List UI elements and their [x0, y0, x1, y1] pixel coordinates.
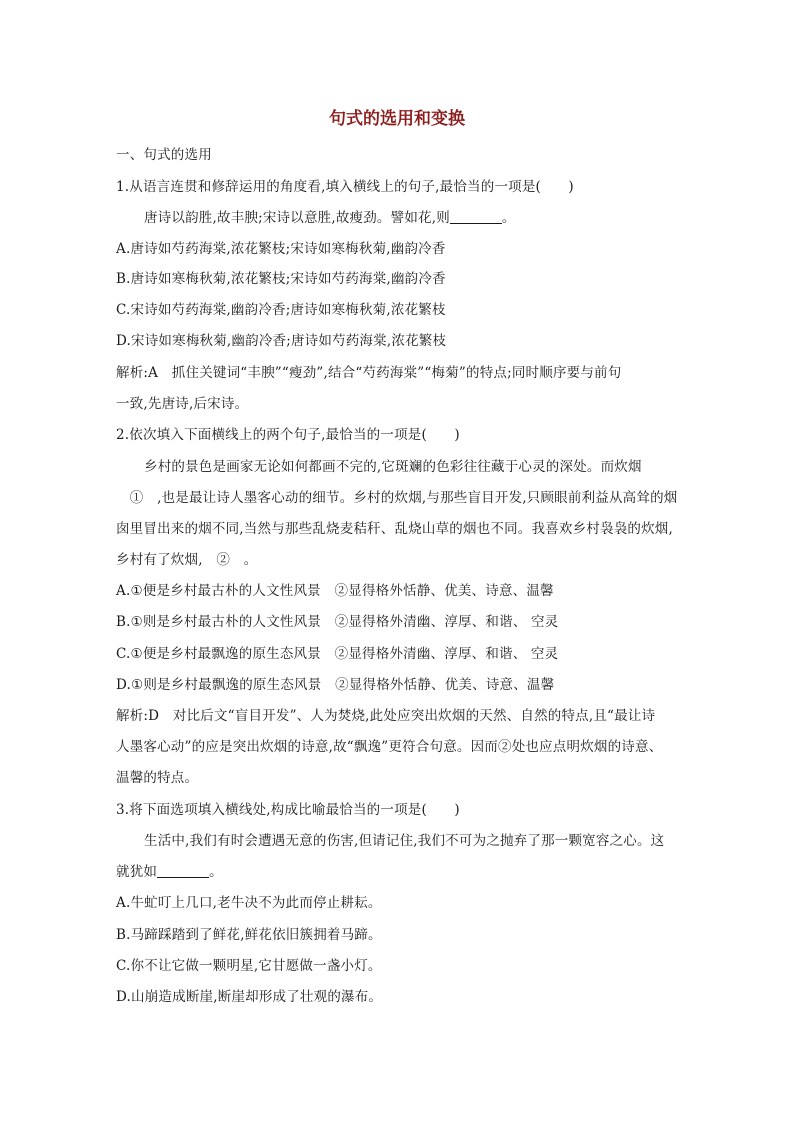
question-2-passage-line: 乡村有了炊烟, ② 。	[116, 552, 258, 568]
question-2-passage-line: 乡村的景色是画家无论如何都画不完的,它斑斓的色彩往往藏于心灵的深处。而炊烟	[144, 459, 642, 475]
question-2-option-d: D.①则是乡村最飘逸的原生态风景 ②显得格外恬静、优美、诗意、温馨	[116, 677, 555, 693]
question-3-option-d: D.山崩造成断崖,断崖却形成了壮观的瀑布。	[116, 989, 383, 1005]
question-2-option-c: C.①便是乡村最飘逸的原生态风景 ②显得格外清幽、淳厚、和谐、 空灵	[116, 646, 559, 662]
passage-text: 唐诗以韵胜,故丰腴;宋诗以意胜,故瘦劲。譬如花,则	[144, 210, 450, 226]
question-1-option-d: D.宋诗如寒梅秋菊,幽韵冷香;唐诗如芍药海棠,浓花繁枝	[116, 333, 447, 349]
question-3-option-a: A.牛虻叮上几口,老牛决不为此而停止耕耘。	[116, 895, 382, 911]
question-2-stem: 2.依次填入下面横线上的两个句子,最恰当的一项是( )	[116, 427, 460, 443]
question-1-analysis-line: 解析:A 抓住关键词“丰腴”“瘦劲”,结合“芍药海棠”“梅菊”的特点;同时顺序要与前句	[116, 365, 622, 381]
passage-text: 就犹如	[116, 864, 158, 880]
question-2-analysis-line: 解析:D 对比后文“盲目开发”、人为焚烧,此处应突出炊烟的天然、自然的特点,且“最让诗	[116, 708, 656, 724]
answer-blank	[450, 209, 502, 224]
section-heading: 一、句式的选用	[116, 147, 212, 163]
passage-end: 。	[501, 210, 516, 226]
question-2-passage-line: 囱里冒出来的烟不同,当然与那些乱烧麦秸秆、乱烧山草的烟也不同。我喜欢乡村袅袅的炊烟,	[116, 521, 673, 537]
question-2-passage-line: ① ,也是最让诗人墨客心动的细节。乡村的炊烟,与那些盲目开发,只顾眼前利益从高耸的烟	[116, 490, 678, 506]
question-3-option-c: C.你不让它做一颗明星,它甘愿做一盏小灯。	[116, 958, 382, 974]
answer-blank	[157, 863, 209, 878]
question-1-option-b: B.唐诗如寒梅秋菊,浓花繁枝;宋诗如芍药海棠,幽韵冷香	[116, 271, 446, 287]
question-3-stem: 3.将下面选项填入横线处,构成比喻最恰当的一项是( )	[116, 802, 460, 818]
question-1-option-c: C.宋诗如芍药海棠,幽韵冷香;唐诗如寒梅秋菊,浓花繁枝	[116, 302, 446, 318]
question-3-passage-line: 生活中,我们有时会遭遇无意的伤害,但请记住,我们不可为之抛弃了那一颗宽容之心。这	[144, 833, 665, 849]
page-title: 句式的选用和变换	[329, 109, 465, 129]
question-2-option-a: A.①便是乡村最古朴的人文性风景 ②显得格外恬静、优美、诗意、温馨	[116, 583, 554, 599]
question-1-option-a: A.唐诗如芍药海棠,浓花繁枝;宋诗如寒梅秋菊,幽韵冷香	[116, 241, 446, 257]
question-2-analysis-line: 温馨的特点。	[116, 770, 199, 786]
question-3-option-b: B.马蹄踩踏到了鲜花,鲜花依旧簇拥着马蹄。	[116, 927, 382, 943]
question-1-passage	[144, 209, 516, 227]
passage-end: 。	[209, 864, 223, 880]
question-1-stem: 1.从语言连贯和修辞运用的角度看,填入横线上的句子,最恰当的一项是( )	[116, 179, 574, 195]
question-1-analysis-line: 一致,先唐诗,后宋诗。	[116, 396, 249, 412]
question-3-passage-line	[116, 863, 223, 881]
question-2-option-b: B.①则是乡村最古朴的人文性风景 ②显得格外清幽、淳厚、和谐、 空灵	[116, 614, 559, 630]
question-2-analysis-line: 人墨客心动”的应是突出炊烟的诗意,故“飘逸”更符合句意。因而②处也应点明炊烟的诗意、	[116, 739, 663, 755]
